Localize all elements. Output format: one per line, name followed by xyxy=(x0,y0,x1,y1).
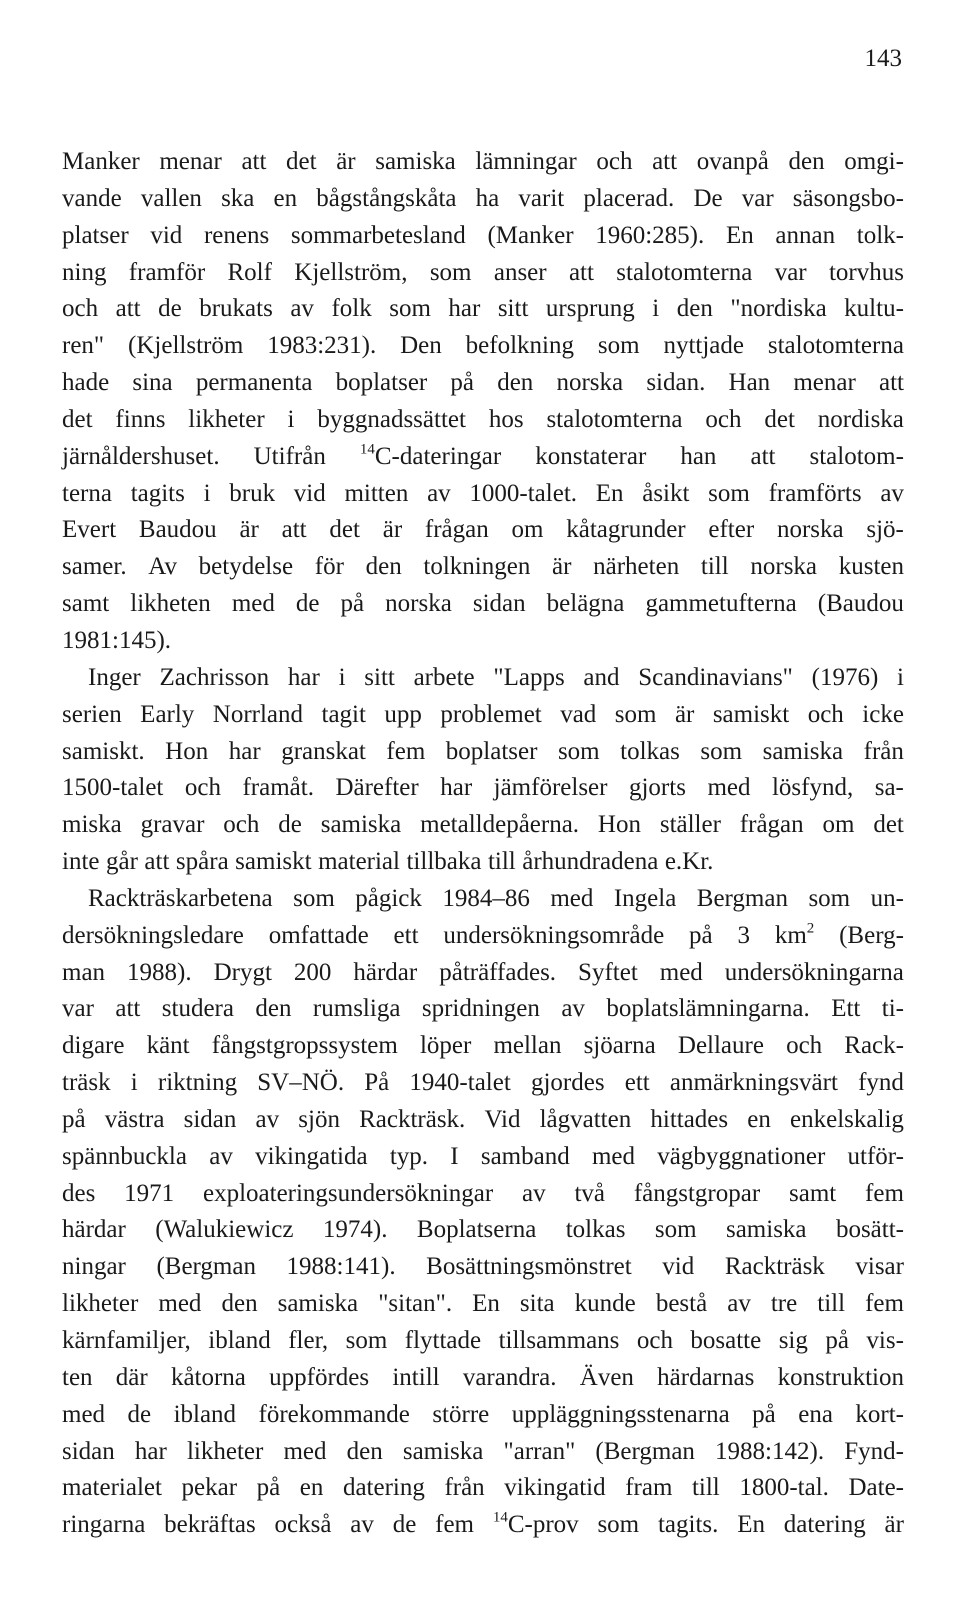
text-line: serien Early Norrland tagit upp problemet vad som är samiskt och icke xyxy=(62,700,904,728)
text-line: vande vallen ska en bågstångskåta ha varit placerad. De var säsongsbo- xyxy=(62,184,904,212)
text-line: samt likheten med de på norska sidan belägna gammetufterna (Baudou xyxy=(62,590,904,618)
text-line: likheter med den samiska "sitan". En sita kunde bestå av tre till fem xyxy=(62,1290,904,1318)
text-line: det finns likheter i byggnadssättet hos stalotomterna och det nordiska xyxy=(62,405,904,433)
text-line: Rackträskarbetena som pågick 1984–86 med Ingela Bergman som un- xyxy=(88,884,904,912)
text-line: träsk i riktning SV–NÖ. På 1940-talet gjordes ett anmärkningsvärt fynd xyxy=(62,1069,904,1097)
text-line: kärnfamiljer, ibland fler, som flyttade tillsammans och bosatte sig på vis- xyxy=(62,1327,904,1354)
text-line: 1500-talet och framåt. Därefter har jämförelser gjorts med lösfynd, sa- xyxy=(62,774,904,802)
text-line: härdar (Walukiewicz 1974). Boplatserna tolkas som samiska bosätt- xyxy=(62,1216,904,1244)
text-line: samiskt. Hon har granskat fem boplatser som tolkas som samiska från xyxy=(62,737,904,765)
text-line: järnåldershuset. Utifrån $^{14}$C-dateringar konstaterar han att stalotom- xyxy=(62,441,904,470)
text-line: ren" (Kjellström 1983:231). Den befolkning som nyttjade stalotomterna xyxy=(62,332,904,360)
text-line: var att studera den rumsliga spridningen av boplatslämningarna. Ett ti- xyxy=(62,995,904,1023)
text-line: Manker menar att det är samiska lämningar och att ovanpå den omgi- xyxy=(62,148,904,175)
text-line: hade sina permanenta boplatser på den norska sidan. Han menar att xyxy=(62,369,904,397)
page-number: 143 xyxy=(864,45,902,72)
text-line: och att de brukats av folk som har sitt ursprung i den "nordiska kultu- xyxy=(62,295,904,323)
text-line: sidan har likheter med den samiska "arran" (Bergman 1988:142). Fynd- xyxy=(62,1437,904,1465)
text-line: platser vid renens sommarbetesland (Manker 1960:285). En annan tolk- xyxy=(62,221,904,249)
text-line: materialet pekar på en datering från vikingatid fram till 1800-tal. Date- xyxy=(62,1474,904,1502)
text-line: digare känt fångstgropssystem löper mellan sjöarna Dellaure och Rack- xyxy=(62,1032,904,1060)
text-line: 1981:145). xyxy=(62,626,172,654)
text-line: Inger Zachrisson har i sitt arbete "Lapps and Scandinavians" (1976) i xyxy=(88,663,904,691)
text-line: samer. Av betydelse för den tolkningen är närheten till norska kusten xyxy=(62,553,904,581)
text-line: dersökningsledare omfattade ett undersökningsområde på 3 $km^2$ (Berg- xyxy=(62,920,904,949)
text-line: ning framför Rolf Kjellström, som anser att stalotomterna var torvhus xyxy=(62,258,904,286)
text-line: ten där kåtorna uppfördes intill varandra. Även härdarnas konstruktion xyxy=(62,1363,904,1391)
text-line: Evert Baudou är att det är frågan om kåtagrunder efter norska sjö- xyxy=(62,516,904,544)
text-line: man 1988). Drygt 200 härdar påträffades. Syftet med undersökningarna xyxy=(62,958,904,986)
text-line: miska gravar och de samiska metalldepåerna. Hon ställer frågan om det xyxy=(62,811,904,839)
text-line: ningar (Bergman 1988:141). Bosättningsmönstret vid Rackträsk visar xyxy=(62,1253,904,1281)
text-line: terna tagits i bruk vid mitten av 1000-talet. En åsikt som framförts av xyxy=(62,479,904,507)
body-text xyxy=(62,144,904,1544)
text-line: inte går att spåra samiskt material tillbaka till århundradena e.Kr. xyxy=(62,848,714,876)
text-line: spännbuckla av vikingatida typ. I samband med vägbyggnationer utför- xyxy=(62,1142,904,1170)
text-line: med de ibland förekommande större uppläggningsstenarna på ena kort- xyxy=(62,1400,904,1428)
text-line: ringarna bekräftas också av de fem $^{14}$C-prov som tagits. En datering är xyxy=(62,1509,904,1539)
text-line: des 1971 exploateringsundersökningar av två fångstgropar samt fem xyxy=(62,1179,904,1207)
text-line: på västra sidan av sjön Rackträsk. Vid lågvatten hittades en enkelskalig xyxy=(62,1105,904,1133)
